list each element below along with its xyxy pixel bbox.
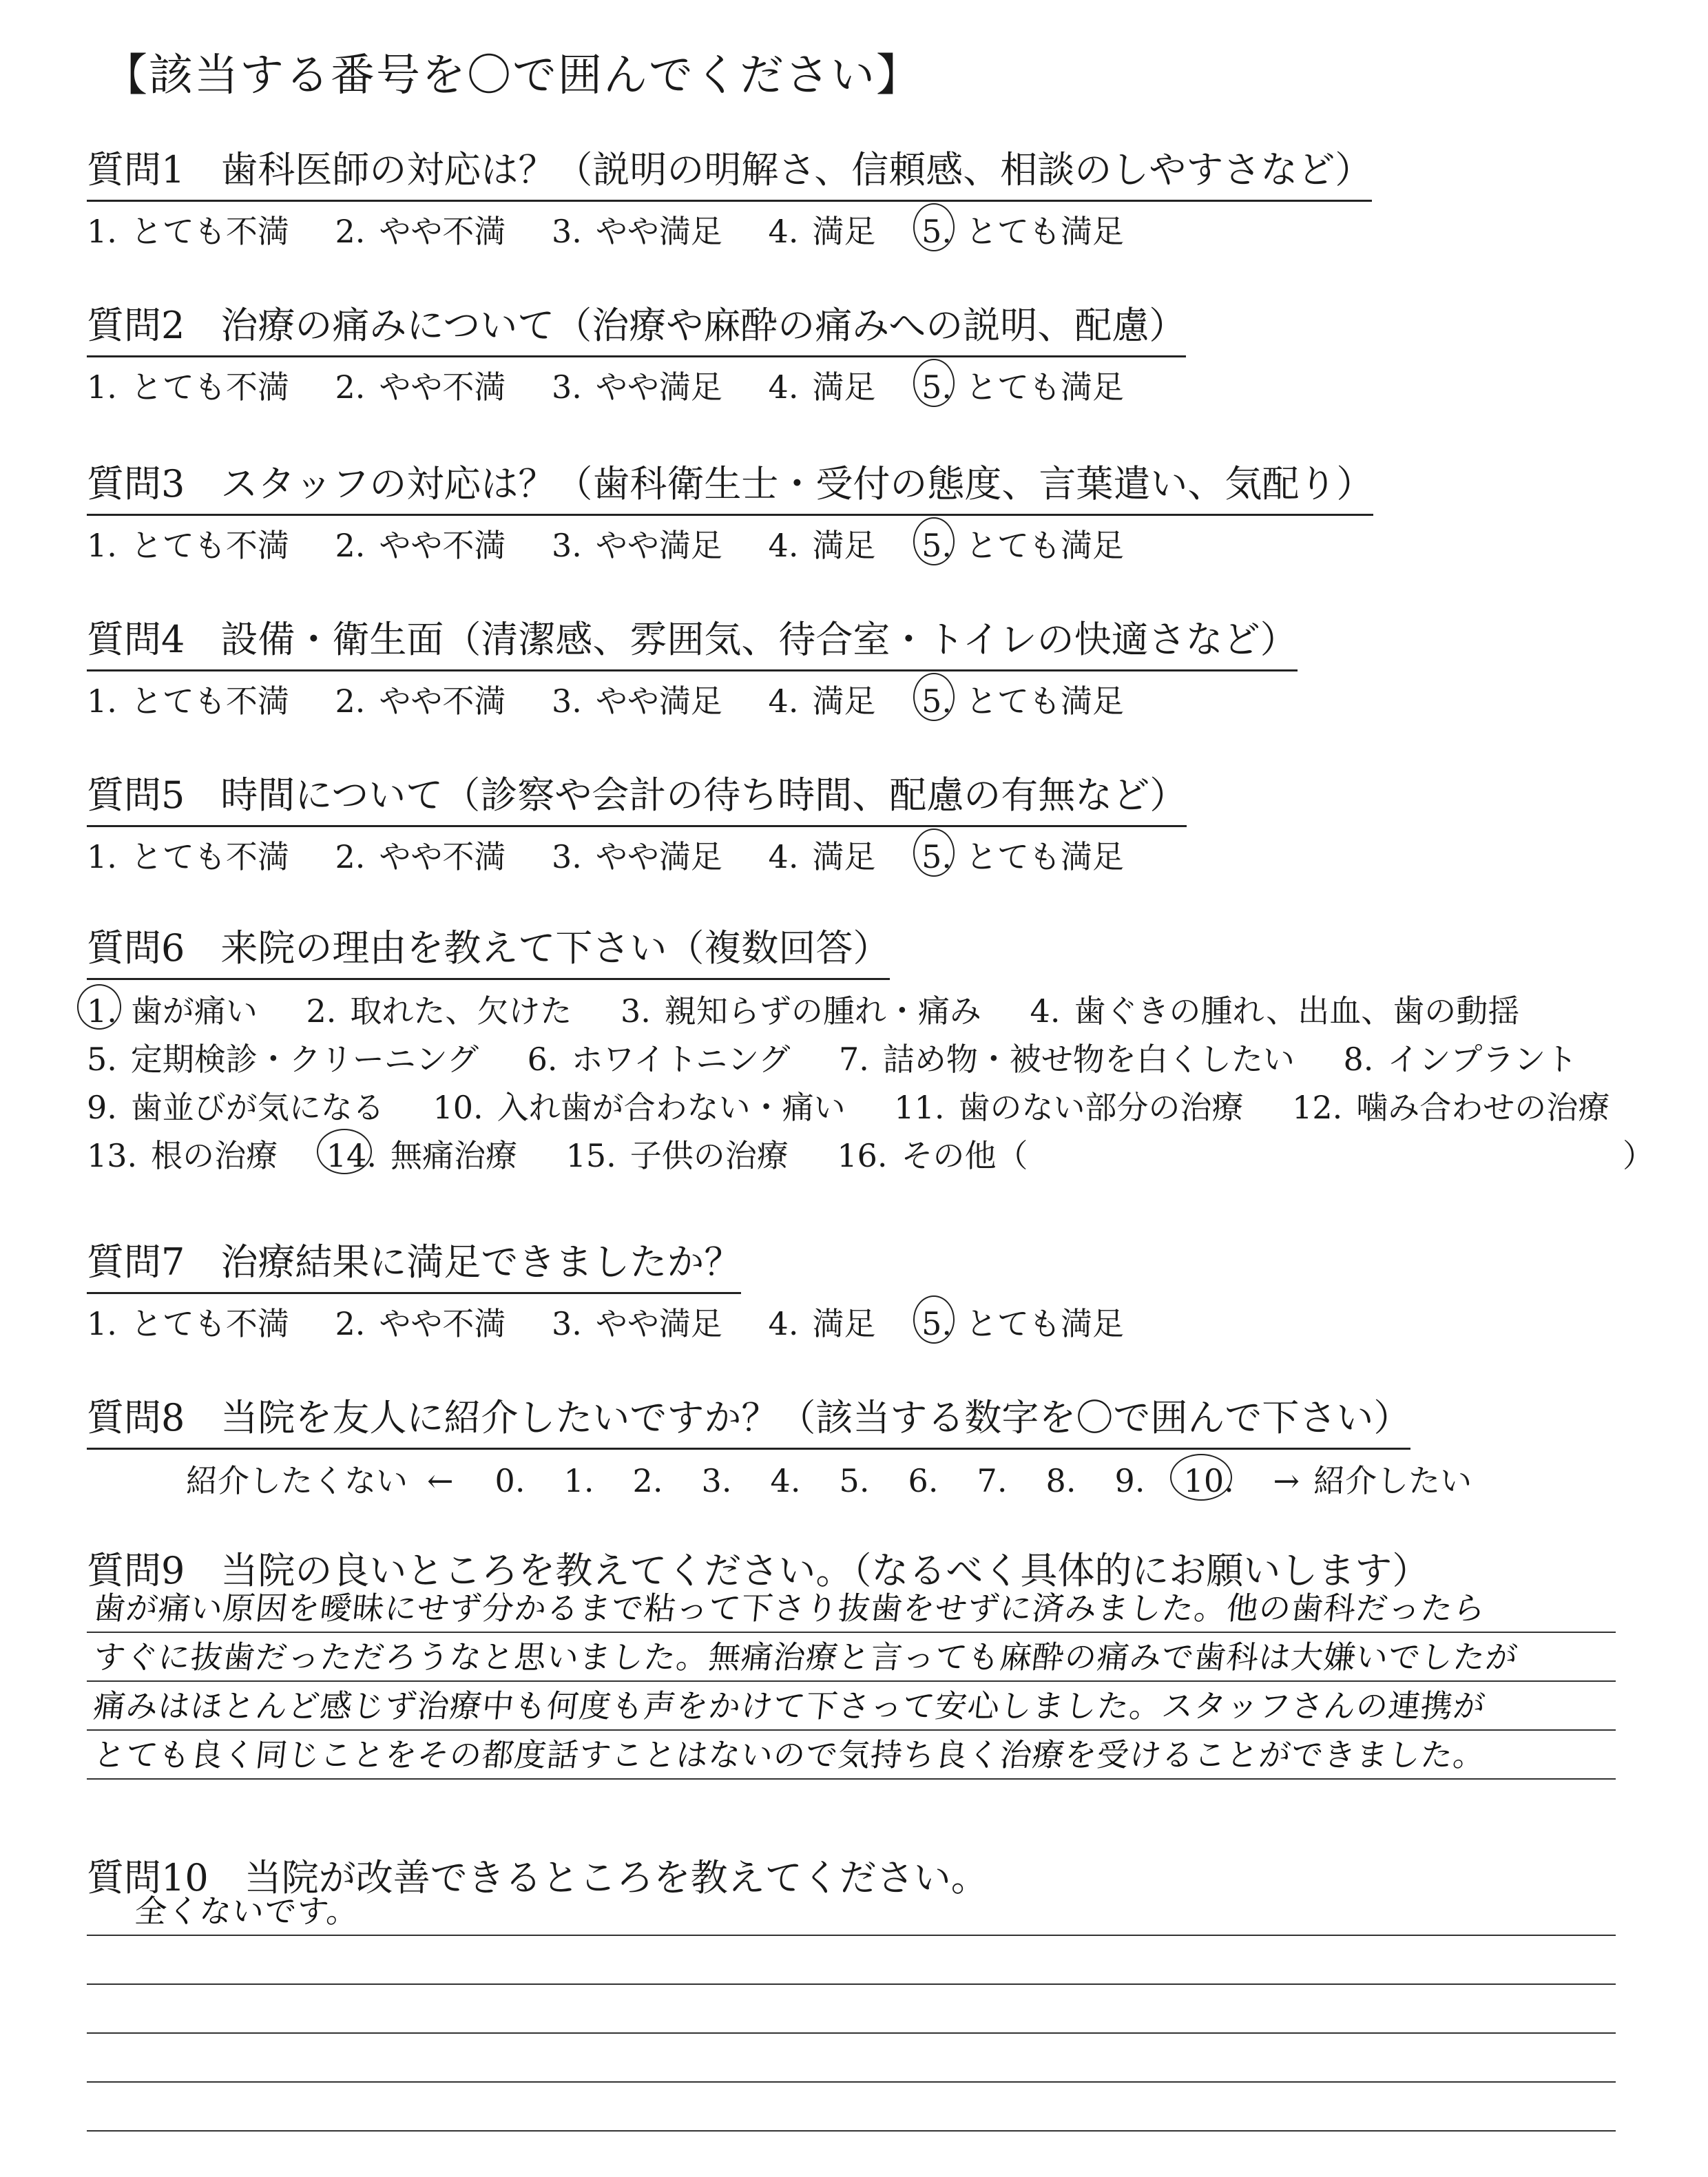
question-5 [87,769,1187,881]
answer-line [87,1936,1616,1985]
reason-option-1[interactable]: 1. 歯が痛い [87,987,258,1035]
reason-option-13[interactable]: 13. 根の治療 [87,1137,278,1174]
option-4[interactable]: 4. 満足 [768,368,876,406]
option-1[interactable]: 1. とても不満 [87,213,289,250]
reason-option-11[interactable]: 11. 歯のない部分の治療 [894,1089,1244,1126]
question-text: 当院の良いところを教えてください。（なるべく具体的にお願いします） [220,1549,1430,1592]
question-heading [87,1391,1410,1450]
question-number: 質問6 [87,926,185,970]
question-text: 来院の理由を教えて下さい（複数回答） [220,926,891,970]
visit-reason-options [87,987,1654,1180]
scale-left-label: 紹介したくない [186,1462,408,1499]
scale-6[interactable]: 6. [908,1462,939,1499]
handwritten-answer: すぐに抜歯だっただろうなと思いました。無痛治療と言っても麻酔の痛みで歯科は大嫌いでしたが [92,1638,1520,1676]
question-number: 質問2 [87,304,185,347]
question-6 [87,921,1654,1180]
answer-line [87,1584,1616,1633]
scale-0[interactable]: 0. [494,1462,525,1499]
satisfaction-options [87,521,1373,570]
reason-option-9[interactable]: 9. 歯並びが気になる [87,1089,384,1126]
reason-option-10[interactable]: 10. 入れ歯が合わない・痛い [433,1089,846,1126]
question-number: 質問10 [87,1856,209,1899]
selection-circle [913,673,955,721]
scale-3[interactable]: 3. [701,1462,732,1499]
option-4[interactable]: 4. 満足 [768,527,876,564]
selection-circle [913,203,955,251]
option-1[interactable]: 1. とても不満 [87,838,289,875]
option-4[interactable]: 4. 満足 [768,683,876,720]
question-3 [87,457,1373,570]
question-7 [87,1236,1160,1348]
scale-9[interactable]: 9. [1114,1462,1145,1499]
reason-option-15[interactable]: 15. 子供の治療 [565,1137,789,1174]
option-2[interactable]: 2. やや不満 [335,213,506,250]
scale-2[interactable]: 2. [632,1462,663,1499]
right-arrow-icon: → [1273,1462,1300,1499]
option-5[interactable]: 5. とても満足 [921,677,1124,725]
question-8 [87,1391,1472,1505]
option-4[interactable]: 4. 満足 [768,838,876,875]
scale-1[interactable]: 1. [563,1462,594,1499]
selection-circle [77,984,121,1030]
question-text: 設備・衛生面（清潔感、雰囲気、待合室・トイレの快適さなど） [220,618,1298,661]
answer-line [87,1731,1616,1780]
question-text: 当院を友人に紹介したいですか？（該当する数字を〇で囲んで下さい） [220,1396,1411,1439]
reason-option-3[interactable]: 3. 親知らずの腫れ・痛み [621,992,981,1030]
handwritten-answer: 全くないです。 [133,1893,362,1930]
reason-option-16[interactable]: 16. その他（ [837,1137,1028,1174]
option-1[interactable]: 1. とても不満 [87,527,289,564]
left-arrow-icon: ← [427,1462,454,1499]
option-3[interactable]: 3. やや満足 [552,368,722,406]
question-heading [87,769,1187,827]
scale-5[interactable]: 5. [839,1462,870,1499]
option-2[interactable]: 2. やや不満 [335,838,506,875]
question-number: 質問4 [87,618,185,661]
question-number: 質問8 [87,1396,185,1439]
scale-4[interactable]: 4. [770,1462,801,1499]
selection-circle [913,517,955,565]
question-text: スタッフの対応は？（歯科衛生士・受付の態度、言葉遣い、気配り） [220,462,1374,506]
question-heading [87,921,890,980]
reason-option-5[interactable]: 5. 定期検診・クリーニング [87,1041,479,1078]
question-heading [87,143,1372,202]
options-row [87,1132,1654,1180]
option-2[interactable]: 2. やや不満 [335,1305,506,1342]
question-number: 質問9 [87,1549,185,1592]
satisfaction-options [87,363,1186,411]
option-5[interactable]: 5. とても満足 [921,207,1124,256]
options-row [87,1035,1648,1083]
satisfaction-options [87,1300,1160,1348]
question-text: 時間について（診察や会計の待ち時間、配慮の有無など） [220,773,1187,817]
option-3[interactable]: 3. やや満足 [552,1305,722,1342]
selection-circle [913,829,955,877]
question-2 [87,299,1186,411]
question-text: 当院が改善できるところを教えてください。 [244,1856,988,1899]
reason-option-7[interactable]: 7. 詰め物・被せ物を白くしたい [839,1041,1295,1078]
option-5[interactable]: 5. とても満足 [921,833,1124,881]
reason-option-12[interactable]: 12. 噛み合わせの治療 [1292,1089,1610,1126]
reason-option-6[interactable]: 6. ホワイトニング [527,1041,791,1078]
option-5[interactable]: 5. とても満足 [921,363,1124,411]
answer-line [87,1887,1616,1936]
answer-line [87,1985,1616,2034]
selection-circle [913,359,955,407]
option-4[interactable]: 4. 満足 [768,1305,876,1342]
question-1 [87,143,1372,256]
satisfaction-options [87,833,1187,881]
option-2[interactable]: 2. やや不満 [335,368,506,406]
question-heading [87,613,1298,671]
handwritten-answer: 痛みはほとんど感じず治療中も何度も声をかけて下さって安心しました。スタッフさんの連携が [92,1687,1488,1725]
question-text: 治療結果に満足できましたか？ [220,1240,742,1284]
scale-10[interactable]: 10. [1184,1457,1253,1505]
question-number: 質問3 [87,462,185,506]
option-3[interactable]: 3. やや満足 [552,683,722,720]
handwritten-answer: とても良く同じことをその都度話すことはないので気持ち良く治療を受けることができました。 [92,1736,1488,1773]
question-text: 歯科医師の対応は？（説明の明解さ、信頼感、相談のしやすさなど） [220,148,1373,191]
question-heading [87,457,1373,516]
satisfaction-options [87,207,1372,256]
option-3[interactable]: 3. やや満足 [552,838,722,875]
selection-circle [1170,1454,1232,1501]
option-5[interactable]: 5. とても満足 [921,1300,1124,1348]
options-row [87,987,1648,1035]
question-number: 質問5 [87,773,185,817]
page-title: 【該当する番号を〇で囲んでください】 [103,50,921,101]
scale-right-label: 紹介したい [1313,1462,1472,1499]
option-1[interactable]: 1. とても不満 [87,368,289,406]
selection-circle [913,1295,955,1344]
reason-option-2[interactable]: 2. 取れた、欠けた [306,992,572,1030]
recommend-scale [87,1457,1472,1505]
option-2[interactable]: 2. やや不満 [335,527,506,564]
satisfaction-options [87,677,1298,725]
answer-line [87,1633,1616,1682]
question-number: 質問7 [87,1240,185,1284]
question-text: 治療の痛みについて（治療や麻酔の痛みへの説明、配慮） [220,304,1187,347]
scale-7[interactable]: 7. [977,1462,1008,1499]
option-3[interactable]: 3. やや満足 [552,213,722,250]
question-heading [87,1236,741,1294]
answer-line [87,2034,1616,2083]
scale-8[interactable]: 8. [1045,1462,1076,1499]
option-4[interactable]: 4. 満足 [768,213,876,250]
question-heading [87,299,1186,357]
question-number: 質問1 [87,148,185,191]
option-2[interactable]: 2. やや不満 [335,683,506,720]
selection-circle [317,1129,372,1174]
q10-answer-area[interactable] [87,1887,1616,2132]
option-1[interactable]: 1. とても不満 [87,1305,289,1342]
option-3[interactable]: 3. やや満足 [552,527,722,564]
reason-option-4[interactable]: 4. 歯ぐきの腫れ、出血、歯の動揺 [1030,992,1520,1030]
q9-answer-area[interactable] [87,1584,1616,1780]
reason-option-14[interactable]: 14. 無痛治療 [326,1132,517,1180]
option-5[interactable]: 5. とても満足 [921,521,1124,570]
handwritten-answer: 歯が痛い原因を曖昧にせず分かるまで粘って下さり抜歯をせずに済みました。他の歯科だったら [92,1590,1488,1627]
answer-line [87,1682,1616,1731]
other-close-paren: ） [1623,1137,1654,1174]
options-row [87,1083,1648,1132]
reason-option-8[interactable]: 8. インプラント [1343,1041,1578,1078]
option-1[interactable]: 1. とても不満 [87,683,289,720]
question-4 [87,613,1298,725]
answer-line [87,2083,1616,2132]
